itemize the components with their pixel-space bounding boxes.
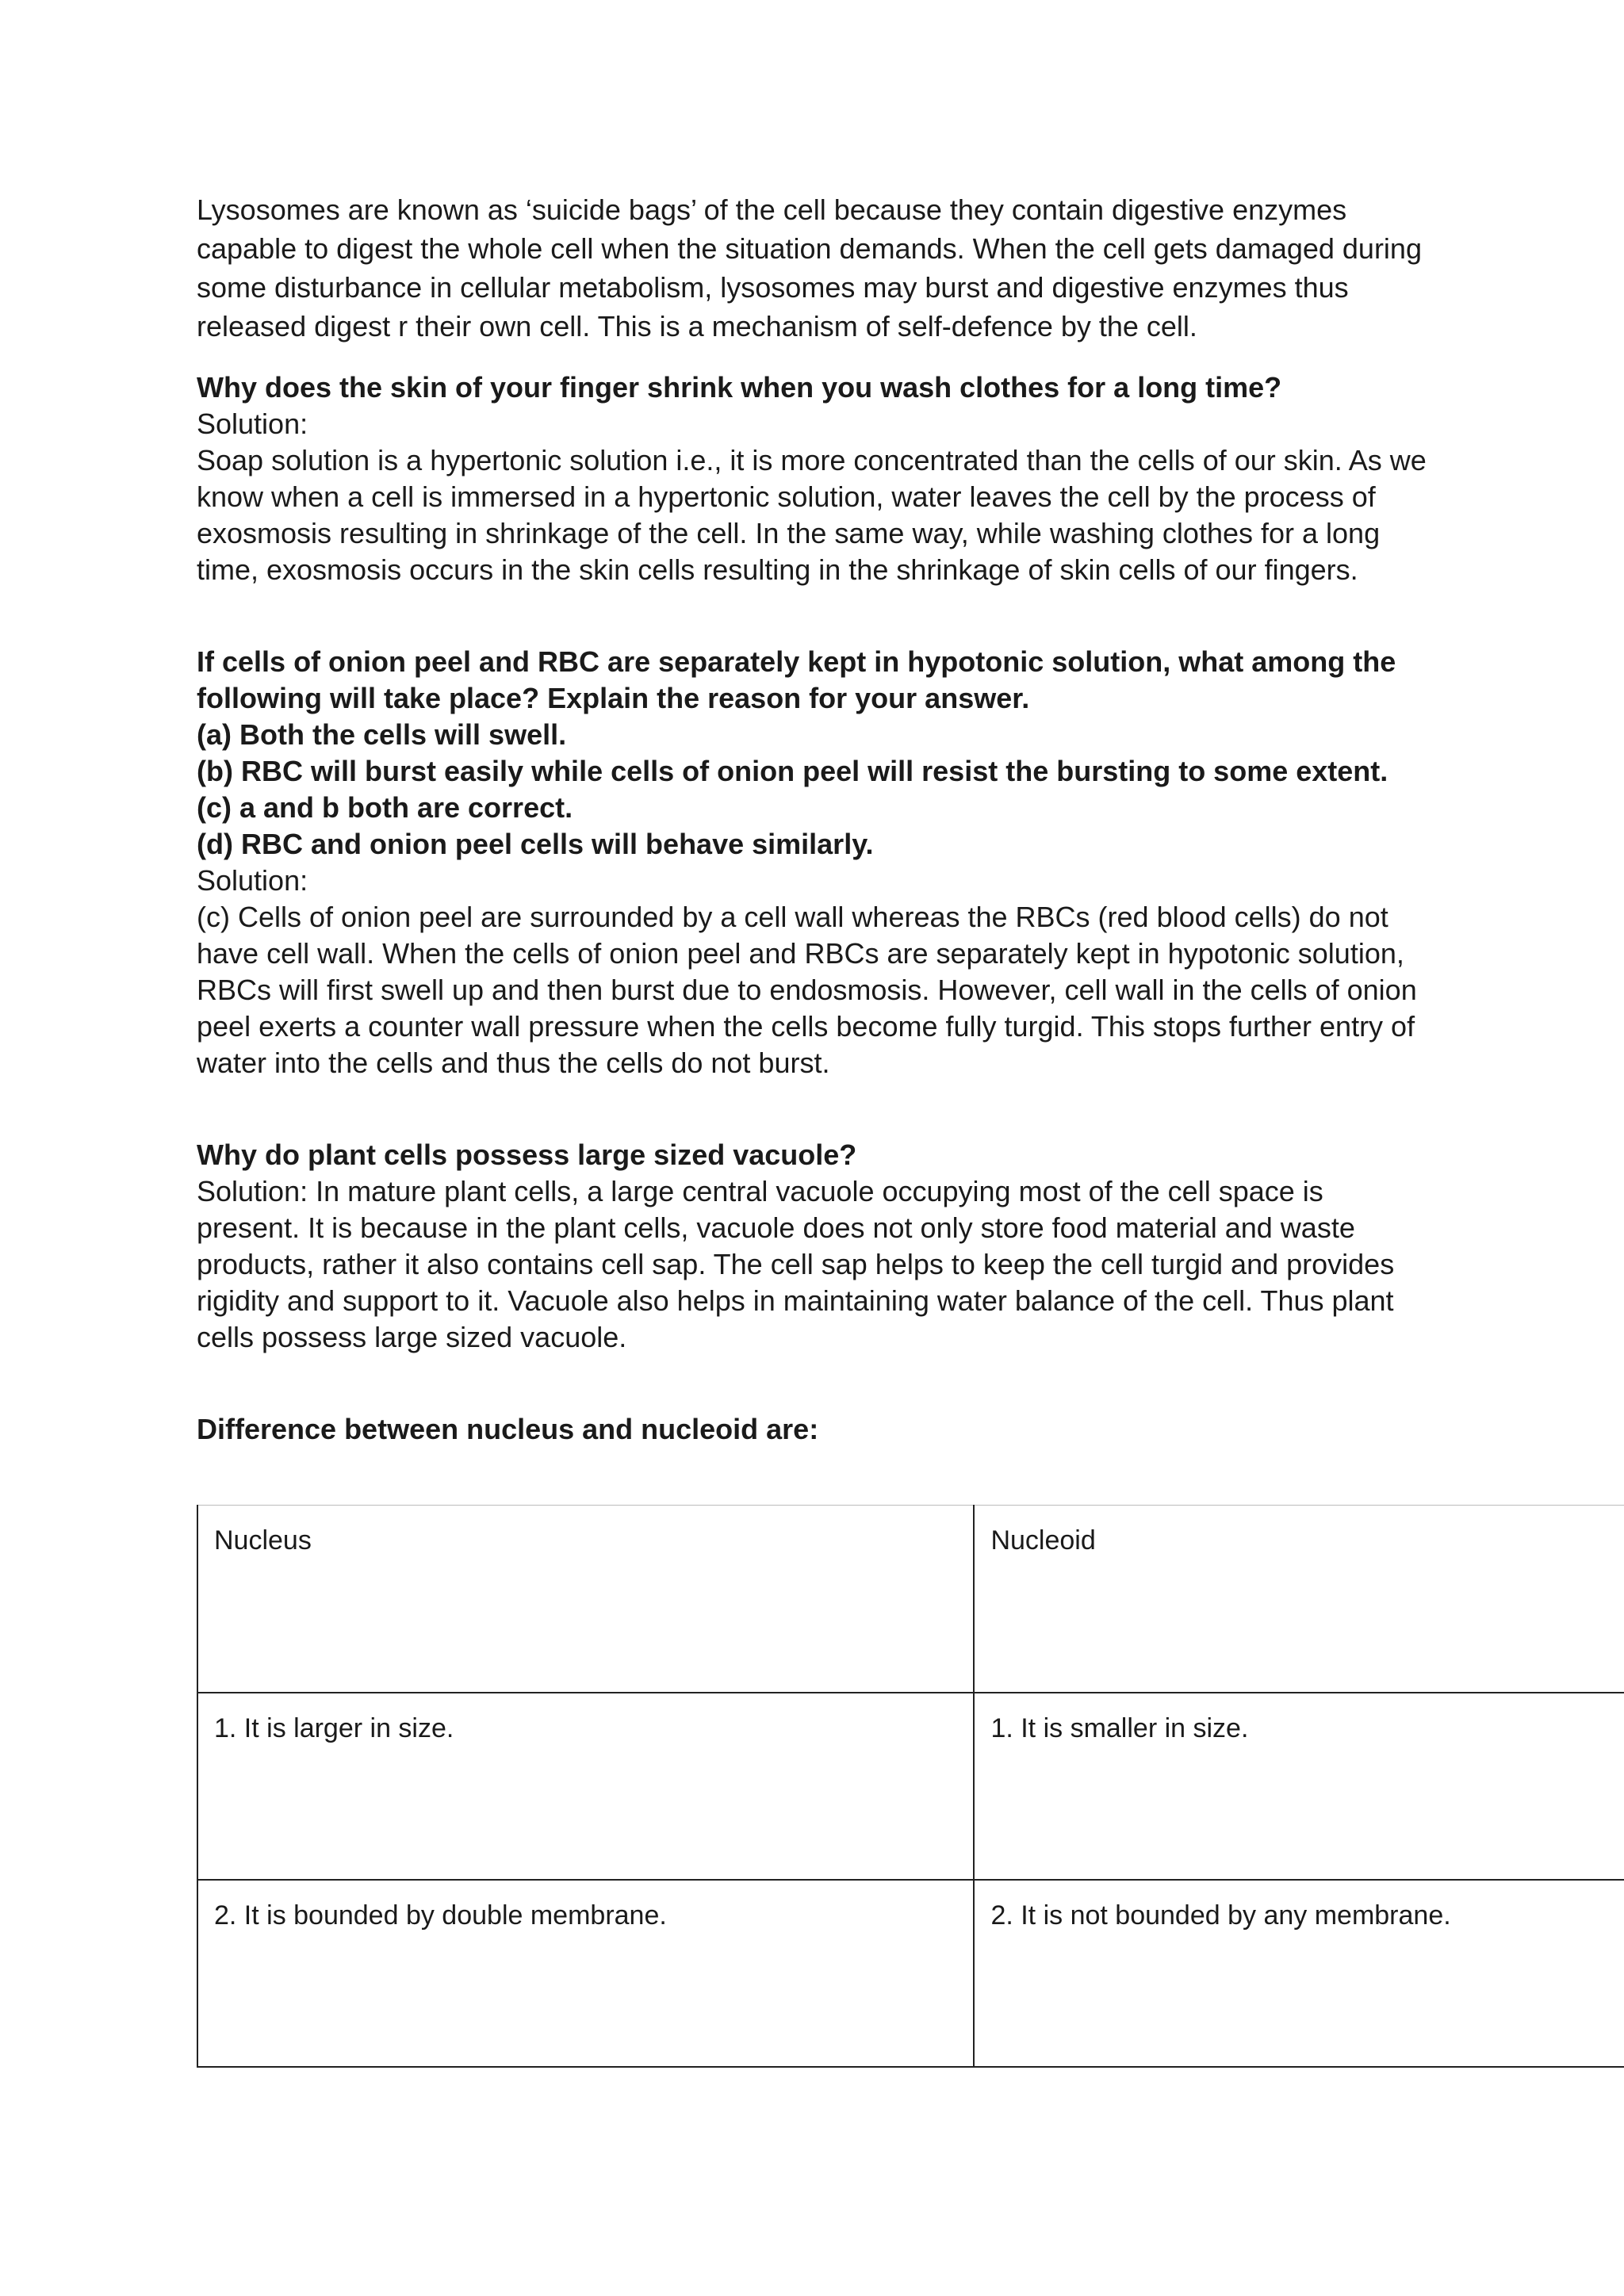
solution-label: Solution: <box>197 864 308 897</box>
option-d: (d) RBC and onion peel cells will behave similarly. <box>197 828 874 860</box>
table-cell: 2. It is bounded by double membrane. <box>197 1880 974 2067</box>
question-heading: If cells of onion peel and RBC are separately kept in hypotonic solution, what among the following will take place? Explain the reason for your answer. <box>197 645 1396 714</box>
solution-label: Solution: <box>197 408 308 440</box>
option-c: (c) a and b both are correct. <box>197 791 573 824</box>
header-cell-nucleoid: Nucleoid <box>974 1506 1624 1693</box>
header-cell-nucleus: Nucleus <box>197 1506 974 1693</box>
answer-text: Solution: In mature plant cells, a large central vacuole occupying most of the cell space is present. It is because in the plant cells, vacuole does not only store food material and waste products, rather it also contains cell sap. The cell sap helps to keep the cell turgid and provides rigidity and support to it. Vacuole also helps in maintaining water balance of the cell. Thus plant cells possess large sized vacuole. <box>197 1175 1395 1353</box>
answer-text: Soap solution is a hypertonic solution i.e., it is more concentrated than the cells of our skin. As we know when a cell is immersed in a hypertonic solution, water leaves the cell by the process of exosmosis resulting in shrinkage of the cell. In the same way, while washing clothes for a long time, exosmosis occurs in the skin cells resulting in the shrinkage of skin cells of our fingers. <box>197 444 1427 586</box>
question-heading: Why does the skin of your finger shrink when you wash clothes for a long time? <box>197 371 1282 404</box>
document-body <box>197 190 1434 1448</box>
intro-paragraph: Lysosomes are known as ‘suicide bags’ of the cell because they contain digestive enzymes capable to digest the whole cell when the situation demands. When the cell gets damaged during some disturbance in cellular metabolism, lysosomes may burst and digestive enzymes thus released digest r their own cell. This is a mechanism of self-defence by the cell. <box>197 193 1422 342</box>
comparison-table <box>197 1505 1624 2068</box>
table-cell: 2. It is not bounded by any membrane. <box>974 1880 1624 2067</box>
question-block-onion-rbc <box>197 644 1434 1081</box>
option-a: (a) Both the cells will swell. <box>197 718 567 751</box>
table-row <box>197 1693 1624 1880</box>
table-heading: Difference between nucleus and nucleoid are: <box>197 1413 819 1445</box>
question-heading: Why do plant cells possess large sized vacuole? <box>197 1138 857 1171</box>
table-cell: 1. It is larger in size. <box>197 1693 974 1880</box>
answer-text: (c) Cells of onion peel are surrounded by a cell wall whereas the RBCs (red blood cells) do not have cell wall. When the cells of onion peel and RBCs are separately kept in hypotonic solution, RBCs will first swell up and then burst due to endosmosis. However, cell wall in the cells of onion peel exerts a counter wall pressure when the cells become fully turgid. This stops further entry of water into the cells and thus the cells do not burst. <box>197 901 1417 1079</box>
option-b: (b) RBC will burst easily while cells of onion peel will resist the bursting to some extent. <box>197 755 1388 787</box>
table-row <box>197 1880 1624 2067</box>
table-cell: 1. It is smaller in size. <box>974 1693 1624 1880</box>
question-block-skin-shrink <box>197 369 1434 588</box>
table-header-row <box>197 1506 1624 1693</box>
question-block-vacuole <box>197 1137 1434 1356</box>
